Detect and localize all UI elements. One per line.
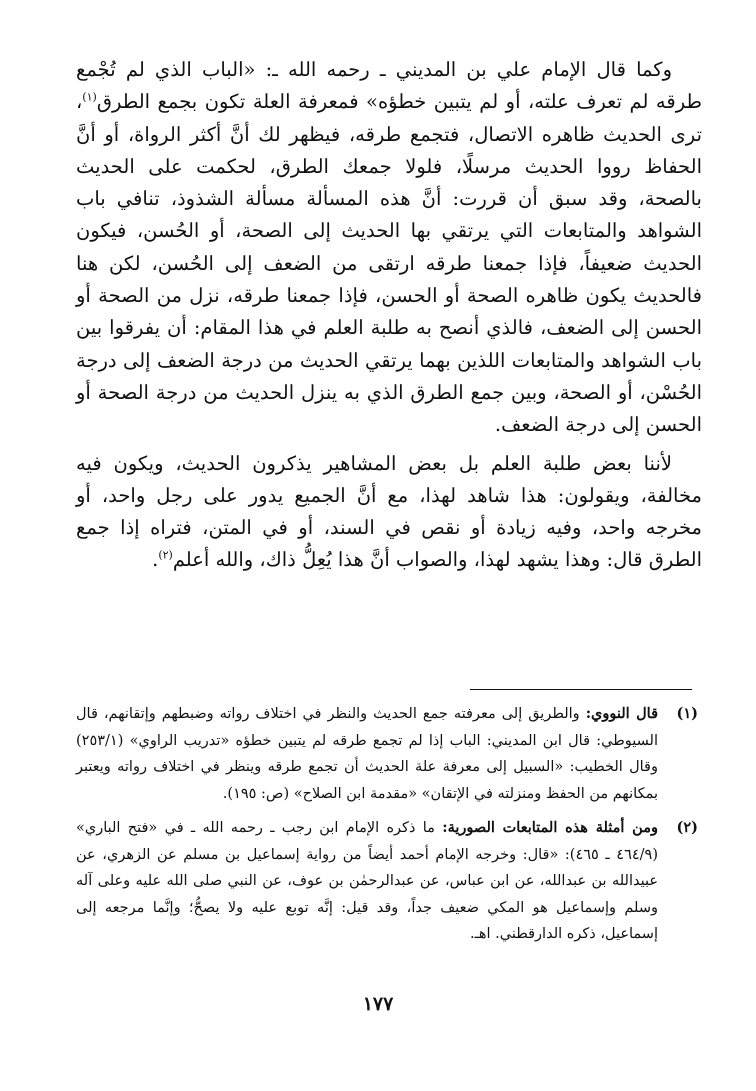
paragraph-1-text-after: ، ترى الحديث ظاهره الاتصال، فتجمع طرقه، فيظهر لك أنَّ أكثر الرواة، أو أنَّ الحفاظ رووا الحديث مرسلًا، فلولا جمعك الطرق، لحكمت على الحديث بالصحة، وقد سبق أن قررت: أنَّ هذه المسألة مسألة الشذوذ، تنافي باب الشواهد والمتابعات التي يرتقي بها الحديث إلى الصحة، أو الحُسن، فيكون الحديث ضعيفاً، فإذا جمعنا طرقه ارتقى من الضعف إلى الحُسن، لكن هنا فالحديث يكون ظاهره الصحة أو الحسن، فإذا جمعنا طرقه، نزل من الصحة أو الحسن إلى الضعف، فالذي أنصح به طلبة العلم في هذا المقام: أن يفرقوا بين باب الشواهد والمتابعات اللذين بهما يرتقي الحديث من درجة الضعف إلى درجة الحُسْن، أو الصحة، وبين جمع الطرق الذي به ينزل الحديث من درجة الصحة أو الحسن إلى درجة الضعف. bbox=[76, 90, 702, 437]
footnotes bbox=[76, 701, 698, 948]
paragraph-2 bbox=[76, 448, 702, 577]
main-text bbox=[76, 54, 702, 577]
footnote-2-lead: ومن أمثلة هذه المتابعات الصورية: bbox=[442, 819, 658, 836]
footnote-2-text: ما ذكره الإمام ابن رجب ـ رحمه الله ـ في «فتح الباري» (٤٦٤/٩ ـ ٤٦٥): «قال: وخرجه الإمام أحمد أيضاً من رواية إسماعيل بن مسلم عن الزهري، عن عبيدالله بن عبدالله، عن ابن عباس، عن عبدالرحمٰن بن عوف، عن النبي صلى الله عليه وعلى آله وسلم وإسماعيل هو المكي ضعيف جداً، وقد قيل: إنَّه توبع عليه ولا يصحُّ؛ وإنَّما مرجعه إلى إسماعيل، ذكره الدارقطني. اهـ. bbox=[76, 820, 658, 942]
footnote-divider bbox=[470, 689, 692, 690]
footnote-1-number: (١) bbox=[676, 705, 698, 722]
footnote-2-number: (٢) bbox=[676, 819, 698, 836]
footnote-1-text: والطريق إلى معرفته جمع الحديث والنظر في اختلاف رواته وضبطهم وإتقانهم، قال السيوطي: قال ابن المديني: الباب إذا لم تجمع طرقه لم يتبين خطؤه «تدريب الراوي» (٢٥٣/١) وقال الخطيب: «السبيل إلى معرفة علة الحديث أن تجمع طرقه وينظر في اختلاف رواته ويعتبر بمكانهم من الحفظ ومنزلته في الإتقان» «مقدمة ابن الصلاح» (ص: ١٩٥). bbox=[76, 706, 658, 802]
footnote-ref-2: (٢) bbox=[158, 548, 173, 562]
page-number: ١٧٧ bbox=[362, 993, 394, 1015]
footnote-ref-1: (١) bbox=[82, 90, 97, 104]
footnote-1-lead: قال النووي: bbox=[585, 705, 659, 722]
footnote-1 bbox=[76, 701, 698, 807]
paragraph-2-text-after: . bbox=[152, 548, 159, 572]
paragraph-2-text-before: لأننا بعض طلبة العلم بل بعض المشاهير يذكرون الحديث، ويكون فيه مخالفة، ويقولون: هذا شاهد لهذا، مع أنَّ الجميع يدور على رجل واحد، أو مخرجه واحد، وفيه زيادة أو نقص في السند، أو في المتن، فتراه إذا جمع الطرق قال: وهذا يشهد لهذا، والصواب أنَّ هذا يُعِلُّ ذاك، والله أعلم bbox=[76, 451, 702, 572]
paragraph-1 bbox=[76, 54, 702, 442]
paragraph-1-text-before: وكما قال الإمام علي بن المديني ـ رحمه الله ـ: «الباب الذي لم تُجْمع طرقه لم تعرف علته، أو لم يتبين خطؤه» فمعرفة العلة تكون بجمع الطرق bbox=[76, 58, 702, 114]
footnote-2 bbox=[76, 815, 698, 948]
